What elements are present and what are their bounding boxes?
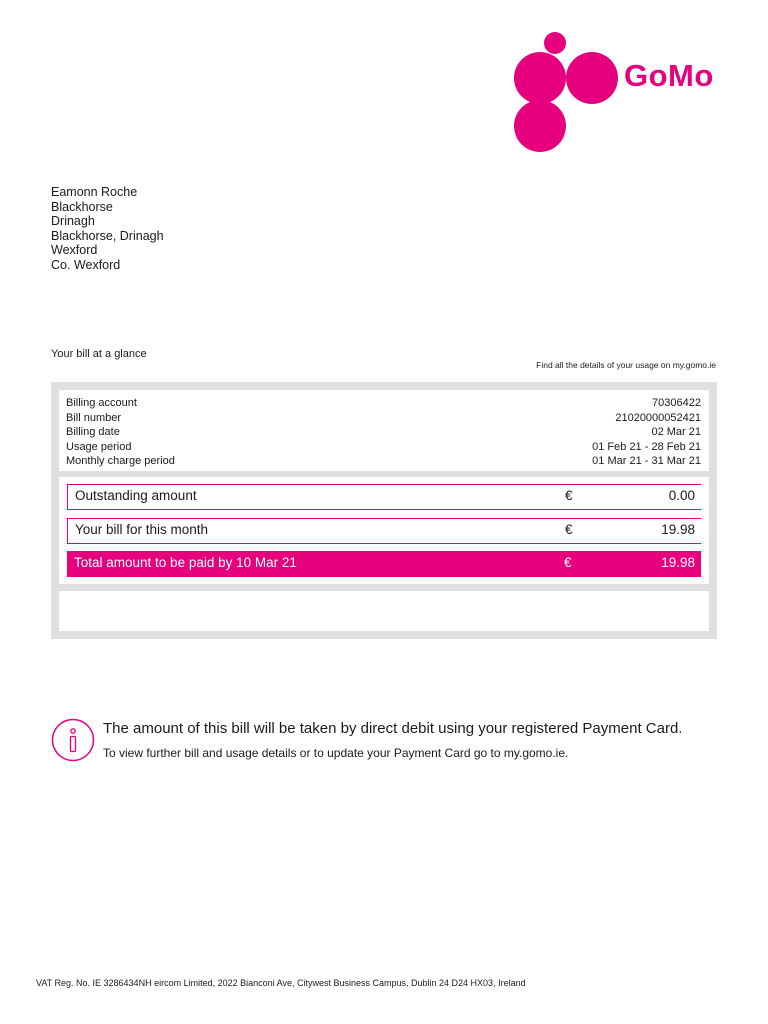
total-amount-row (67, 551, 701, 577)
amount-value: 19.98 (661, 522, 695, 537)
blank-panel (59, 591, 709, 631)
footer-vat-info: VAT Reg. No. IE 3286434NH eircom Limited, 2022 Bianconi Ave, Citywest Business Campus, Dublin 24 D24 HX03, Ireland (36, 978, 526, 988)
detail-label: Bill number (66, 411, 122, 424)
amount-label: Outstanding amount (75, 488, 197, 503)
detail-value: 01 Mar 21 - 31 Mar 21 (592, 455, 701, 467)
bill-this-month-row (67, 518, 701, 544)
detail-row (66, 411, 701, 425)
bill-summary-box (51, 382, 717, 639)
amounts-panel (59, 477, 709, 584)
detail-value: 21020000052421 (615, 411, 701, 424)
currency-symbol: € (565, 522, 573, 537)
gomo-logo-circles (512, 30, 622, 155)
detail-value: 01 Feb 21 - 28 Feb 21 (592, 440, 701, 453)
gomo-logo (512, 30, 742, 155)
currency-symbol: € (564, 555, 572, 570)
brand-name: GoMo (624, 58, 714, 93)
address-line: Drinagh (51, 214, 95, 228)
notice-main-text: The amount of this bill will be taken by direct debit using your registered Payment Card. (103, 720, 683, 737)
address-line: Blackhorse (51, 199, 113, 214)
address-line: Eamonn Roche (51, 185, 138, 199)
detail-label: Monthly charge period (66, 455, 175, 467)
section-title: Your bill at a glance (51, 348, 147, 360)
outstanding-amount-row (67, 484, 701, 510)
detail-row (66, 440, 701, 454)
address-line: Co. Wexford (51, 257, 121, 272)
detail-value: 70306422 (652, 397, 701, 409)
amount-value: 19.98 (661, 555, 695, 570)
currency-symbol: € (565, 488, 573, 503)
address-line: Wexford (51, 243, 98, 257)
recipient-address (51, 185, 164, 272)
info-icon (51, 718, 95, 762)
amount-label: Your bill for this month (75, 522, 209, 537)
usage-note: Find all the details of your usage on my.gomo.ie (536, 360, 716, 370)
notice-sub-text: To view further bill and usage details or to update your Payment Card go to my.gomo.ie. (103, 746, 569, 760)
detail-label: Billing account (66, 397, 137, 409)
detail-row (66, 425, 701, 439)
detail-label: Billing date (66, 426, 120, 438)
detail-value: 02 Mar 21 (651, 426, 701, 438)
detail-row (66, 396, 701, 410)
detail-row (66, 454, 701, 468)
detail-label: Usage period (66, 440, 132, 453)
address-line: Blackhorse, Drinagh (51, 228, 164, 243)
amount-value: 0.00 (668, 488, 695, 503)
amount-label: Total amount to be paid by 10 Mar 21 (74, 555, 297, 570)
billing-details (59, 390, 709, 471)
